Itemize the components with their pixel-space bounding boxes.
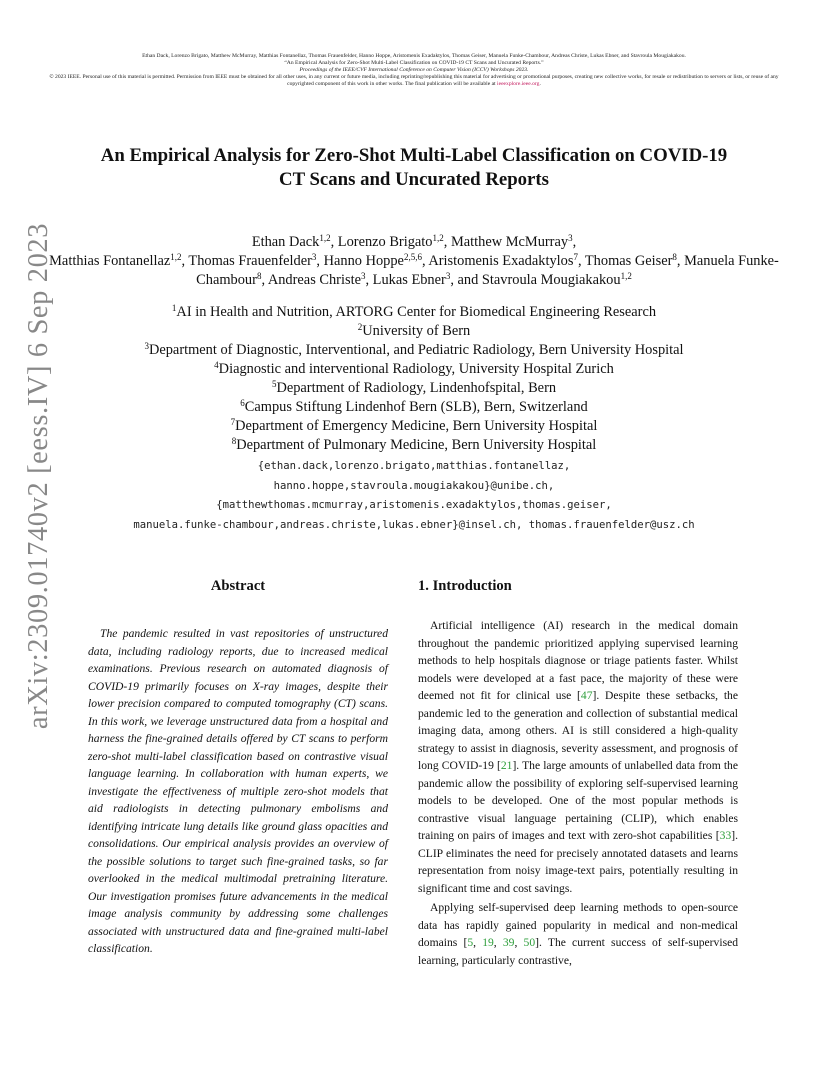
author-name: Thomas Frauenfelder <box>188 253 312 269</box>
author-affil: 1,2 <box>432 233 444 243</box>
author-line-1: Ethan Dack$^{1,2}$, Lorenzo Brigato$^{1,2}$, Matthew McMurray$^3$, <box>251 233 577 250</box>
citation-link[interactable]: 47 <box>580 689 593 702</box>
author-affil: 3 <box>360 271 366 281</box>
author-line-2: Matthias Fontanellaz$^{1,2}$, Thomas Frauenfelder$^3$, Hanno Hoppe$^{2,5,6}$, Aristomenis Exadaktylos$^7$, Thomas Geiser$^8$, Manuela Funke-Chambour$^8$, Andreas Christe$^3$, Lukas Ebner$^3$, and Stavroula Mougiakakou$^{1,2}$ <box>49 252 779 288</box>
intro-text: ]. The current success of self-supervised learning, particularly contrastive, <box>418 936 739 967</box>
author-affil: 8 <box>256 271 262 281</box>
intro-text: , <box>473 936 483 949</box>
affiliation-list <box>40 303 788 455</box>
arxiv-id: arXiv:2309.01740v2 [eess.IV] 6 Sep 2023 <box>23 222 54 730</box>
author-name: Aristomenis Exadaktylos <box>428 253 574 269</box>
author-name: Matthew McMurray <box>450 234 569 250</box>
citation-link[interactable]: 5 <box>467 936 474 949</box>
author-name: Thomas Geiser <box>584 253 673 269</box>
affiliation <box>40 360 788 379</box>
ieee-link[interactable]: ieeexplore.ieee.org <box>497 81 540 87</box>
email-line: hanno.hoppe,stavroula.mougiakakou}@unibe.ch, <box>273 479 555 492</box>
citation-link[interactable]: 33 <box>719 829 732 842</box>
affil-text: Campus Stiftung Lindenhof Bern (SLB), Bern, Switzerland <box>244 399 588 415</box>
affil-num: 3 <box>144 341 149 351</box>
intro-paragraph-1 <box>418 617 738 897</box>
affiliation <box>40 303 788 322</box>
affiliation <box>40 341 788 360</box>
paper-title <box>40 144 788 192</box>
copyright-notice <box>40 53 788 88</box>
author-affil: 7 <box>573 252 578 262</box>
affiliation <box>40 398 788 417</box>
author-name: Matthias Fontanellaz <box>49 253 171 269</box>
affil-num: 2 <box>357 322 363 332</box>
title-line-1: An Empirical Analysis for Zero-Shot Multi-Label Classification on COVID-19 <box>100 145 728 166</box>
introduction-heading: 1. Introduction <box>418 578 512 594</box>
email-line: manuela.funke-chambour,andreas.christe,lukas.ebner}@insel.ch, thomas.frauenfelder@usz.ch <box>133 518 695 531</box>
author-affil: 3 <box>445 271 451 281</box>
affil-text: Diagnostic and interventional Radiology, University Hospital Zurich <box>218 361 614 377</box>
author-name: Ethan Dack <box>251 234 320 250</box>
email-list <box>40 457 788 535</box>
author-affil: 3 <box>311 252 317 262</box>
email-line: {ethan.dack,lorenzo.brigato,matthias.fontanellaz, <box>257 460 571 472</box>
affil-text: AI in Health and Nutrition, ARTORG Center for Biomedical Engineering Research <box>176 304 657 320</box>
header-venue: Proceedings of the IEEE/CVF International Conference on Computer Vision (ICCV) Workshops 2023. <box>299 67 529 73</box>
copyright-end: . <box>539 81 541 87</box>
citation-link[interactable]: 50 <box>523 936 536 949</box>
introduction-body <box>418 617 738 969</box>
email-line: {matthewthomas.mcmurray,aristomenis.exadaktylos,thomas.geiser, <box>216 499 612 511</box>
affiliation <box>40 436 788 455</box>
intro-text: ]. The large amounts of unlabelled data from the pandemic allow the possibility of exploring self-supervised learning models to be developed. One of the most popular methods is contrastive visual language pertaining (CLIP), which enables training on pairs of images and text with zero-shot capabilities [ <box>418 759 739 842</box>
intro-text: , <box>493 936 503 949</box>
author-name: Hanno Hoppe <box>323 253 404 269</box>
affil-text: Department of Radiology, Lindenhofspital, Bern <box>276 380 557 396</box>
abstract-body: The pandemic resulted in vast repositories of unstructured data, including radiology reports, due to increased medical examinations. Previous research on automated diagnosis of COVID-19 primarily focuses on X-ray images, despite their lower precision compared to computed tomography (CT) scans. In this work, we leverage unstructured data from a hospital and harness the fine-grained details offered by CT scans to perform zero-shot multi-label classification based on contrastive visual language learning. In collaboration with human experts, we investigate the effectiveness of multiple zero-shot models that aid radiologists in detecting pulmonary embolisms and identifying intricate lung details like ground glass opacities and consolidations. Our empirical analysis provides an overview of the possible solutions to target such fine-grained tasks, so far overlooked in the medical multimodal pretraining literature. Our investigation promises future advancements in the medical image analysis community by addressing some challenges associated with unstructured data and fine-grained multi-label classification. <box>88 627 388 955</box>
author-name: Lukas Ebner <box>372 272 446 288</box>
citation-link[interactable]: 39 <box>502 936 515 949</box>
affil-text: Department of Pulmonary Medicine, Bern University Hospital <box>236 437 597 453</box>
affiliation <box>40 322 788 341</box>
intro-text: Applying self-supervised deep learning methods to open-source data has rapidly gained popularity in medical and non-medical domains [ <box>418 901 738 949</box>
intro-text: , <box>514 936 524 949</box>
author-affil: 2,5,6 <box>403 252 422 262</box>
author-name: Stavroula Mougiakakou <box>481 272 621 288</box>
affil-num: 5 <box>271 379 277 389</box>
title-line-2: CT Scans and Uncurated Reports <box>279 169 549 190</box>
copyright-text: © 2023 IEEE. Personal use of this material is permitted. Permission from IEEE must be obtained for all other uses, in any current or future media, including reprinting/republishing this material for advertising or promotional purposes, creating new collective works, for resale or redistribution to servers or lists, or reuse of any copyrighted component of this work in other works. The final publication will be available at <box>49 74 779 87</box>
intro-paragraph-2 <box>418 899 738 969</box>
affil-num: 4 <box>214 360 219 370</box>
affil-text: Department of Emergency Medicine, Bern University Hospital <box>235 418 598 434</box>
header-authors: Ethan Dack, Lorenzo Brigato, Matthew McMurray, Matthias Fontanellaz, Thomas Frauenfelder, Hanno Hoppe, Aristomenis Exadaktylos, Thomas Geiser, Manuela Funke-Chambour, Andreas Christe, Lukas Ebner, and Stavroula Mougiakakou. <box>142 53 686 59</box>
author-affil: 8 <box>672 252 677 262</box>
citation-link[interactable]: 21 <box>500 759 513 772</box>
citation-link[interactable]: 19 <box>482 936 494 949</box>
intro-text: ]. Despite these setbacks, the pandemic led to the generation and collection of substantial medical imaging data, among others. AI is still considered a high-quality strategy to assist in diagnosis, severity assessment, and prognosis of long COVID-19 [ <box>418 689 738 772</box>
author-affil: 1,2 <box>170 252 182 262</box>
author-affil: 1,2 <box>319 233 331 243</box>
intro-text: Artificial intelligence (AI) research in the medical domain throughout the pandemic prioritized applying supervised learning methods to help hospitals diagnose or triage patients faster. Whilst models were developed at a fast pace, the majority of these were deemed not fit for clinical use [ <box>418 619 738 702</box>
author-name: Manuela Funke-Chambour <box>196 253 779 288</box>
author-name: Andreas Christe <box>267 272 361 288</box>
affiliation <box>40 379 788 398</box>
affil-num: 6 <box>240 398 245 408</box>
affil-num: 7 <box>230 417 236 427</box>
affil-text: Department of Diagnostic, Interventional, and Pediatric Radiology, Bern University Hospital <box>148 342 684 358</box>
abstract-section <box>88 577 388 958</box>
affiliation <box>40 417 788 436</box>
header-copyright <box>40 74 788 88</box>
header-title: “An Empirical Analysis for Zero-Shot Multi-Label Classification on COVID-19 CT Scans and Uncurated Reports.” <box>284 60 544 66</box>
author-affil: 3 <box>568 233 573 243</box>
author-affil: 1,2 <box>620 271 632 281</box>
author-name: Lorenzo Brigato <box>337 234 433 250</box>
affil-text: University of Bern <box>362 323 471 339</box>
introduction-section <box>418 577 738 969</box>
abstract-heading: Abstract <box>210 578 266 594</box>
affil-num: 1 <box>171 303 177 313</box>
author-list <box>40 233 788 290</box>
affil-num: 8 <box>231 436 237 446</box>
intro-text: ]. CLIP eliminates the need for precisely annotated datasets and learns representation from noisy image-text pairs, potentially resulting in significant time and cost savings. <box>418 829 738 895</box>
